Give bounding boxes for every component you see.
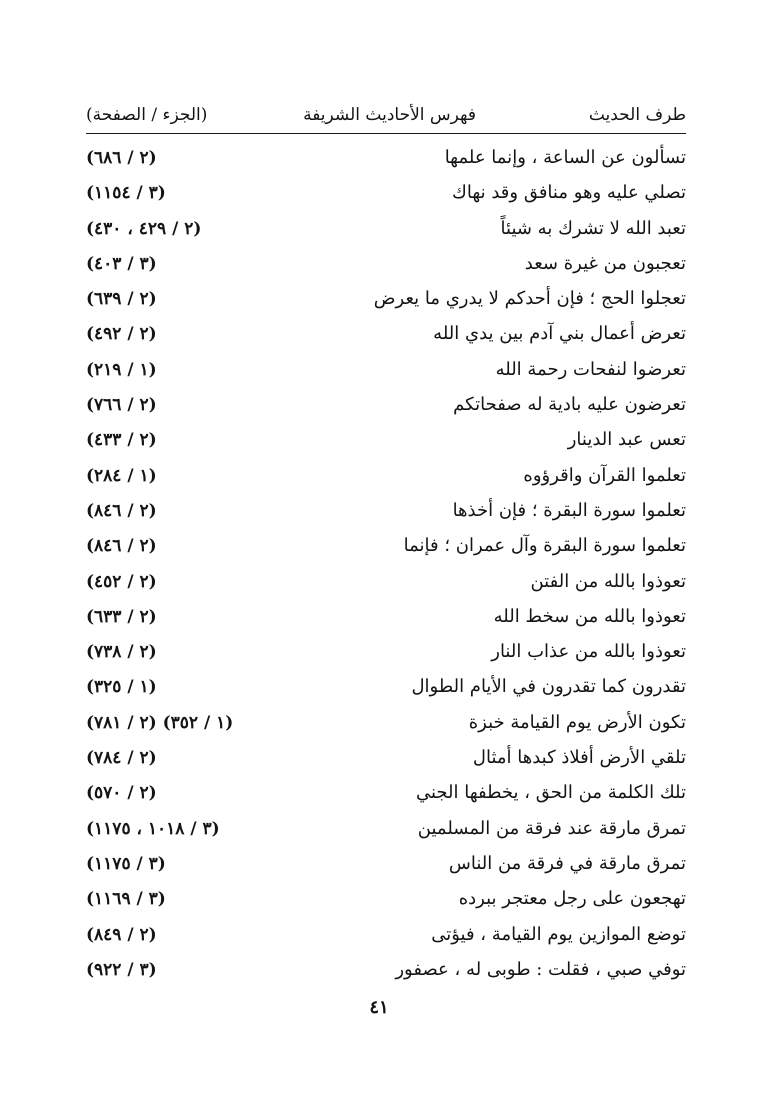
index-row bbox=[86, 953, 686, 988]
volume-page-ref: (٢ / ٨٤٦) bbox=[86, 500, 157, 521]
hadith-text: تعلموا سورة البقرة وآل عمران ؛ فإنما bbox=[403, 535, 686, 557]
volume-page-ref: (٢ / ٦٣٩) bbox=[86, 289, 157, 310]
volume-page-ref: (٢ / ٧٨٤) bbox=[86, 748, 157, 769]
header-hadith-label: طرف الحديث bbox=[588, 105, 686, 125]
header-divider bbox=[86, 133, 686, 134]
page-number: ٤١ bbox=[369, 997, 389, 1018]
hadith-text: تمرق مارقة في فرقة من الناس bbox=[448, 852, 686, 874]
hadith-text: تعوذوا بالله من عذاب النار bbox=[491, 641, 686, 663]
volume-page-ref: (١ / ٢٨٤) bbox=[86, 465, 157, 486]
index-row bbox=[86, 247, 686, 282]
hadith-text: تلك الكلمة من الحق ، يخطفها الجني bbox=[416, 782, 686, 804]
volume-page-ref: (٢ / ٤٣٣) bbox=[86, 430, 157, 451]
index-row bbox=[86, 529, 686, 564]
volume-page-ref: (٣ / ١٠١٨ ، ١١٧٥) bbox=[86, 818, 220, 839]
volume-page-ref: (٢ / ٧٦٦) bbox=[86, 395, 157, 416]
volume-page-ref: (١ / ٢١٩) bbox=[86, 359, 157, 380]
hadith-text: تقدرون كما تقدرون في الأيام الطوال bbox=[411, 676, 686, 698]
index-row bbox=[86, 353, 686, 388]
hadith-text: تعجبون من غيرة سعد bbox=[524, 252, 686, 274]
index-row bbox=[86, 459, 686, 494]
hadith-text: تعوذوا بالله من الفتن bbox=[530, 570, 686, 592]
index-row bbox=[86, 812, 686, 847]
index-row bbox=[86, 141, 686, 176]
hadith-text: تعلموا القرآن واقرؤوه bbox=[523, 464, 686, 486]
volume-page-ref: (١ / ٣٢٥) bbox=[86, 677, 157, 698]
volume-page-ref: (٢ / ٤٢٩ ، ٤٣٠) bbox=[86, 218, 202, 239]
header-volume-page-label: (الجزء / الصفحة) bbox=[86, 105, 208, 125]
volume-page-ref: (٣ / ١١٧٥) bbox=[86, 853, 166, 874]
index-row bbox=[86, 741, 686, 776]
hadith-text: تعرضون عليه بادية له صفحاتكم bbox=[453, 394, 686, 416]
hadith-text: تعرضوا لنفحات رحمة الله bbox=[495, 358, 686, 380]
hadith-text: توفي صبي ، فقلت : طوبى له ، عصفور bbox=[395, 958, 686, 980]
volume-page-ref: (٢ / ٦٨٦) bbox=[86, 148, 157, 168]
volume-page-ref: (٢ / ٨٤٦) bbox=[86, 536, 157, 557]
index-row bbox=[86, 600, 686, 635]
volume-page-ref: (٢ / ٤٥٢) bbox=[86, 571, 157, 592]
volume-page-ref: (٢ / ٤٩٢) bbox=[86, 324, 157, 345]
hadith-text: تعبد الله لا تشرك به شيئاً bbox=[500, 217, 686, 239]
hadith-text: تعرض أعمال بني آدم بين يدي الله bbox=[433, 323, 686, 345]
volume-page-ref: (٣ / ٤٠٣) bbox=[86, 253, 157, 274]
hadith-text: تعوذوا بالله من سخط الله bbox=[493, 605, 686, 627]
hadith-text: تعجلوا الحج ؛ فإن أحدكم لا يدري ما يعرض bbox=[373, 288, 686, 310]
hadith-text: تصلي عليه وهو منافق وقد نهاك bbox=[452, 182, 686, 204]
hadith-text: تلقي الأرض أفلاذ كبدها أمثال bbox=[472, 747, 686, 769]
volume-page-ref: (١ / ٣٥٢) (٢ / ٧٨١) bbox=[86, 712, 234, 733]
header-index-title: فهرس الأحاديث الشريفة bbox=[303, 105, 476, 125]
index-row bbox=[86, 494, 686, 529]
index-row bbox=[86, 635, 686, 670]
volume-page-ref: (٢ / ٨٤٩) bbox=[86, 924, 157, 945]
hadith-text: تعس عبد الدينار bbox=[567, 429, 686, 451]
volume-page-ref: (٣ / ١١٥٤) bbox=[86, 183, 166, 204]
hadith-index-list bbox=[86, 141, 686, 988]
volume-page-ref: (٢ / ٧٣٨) bbox=[86, 642, 157, 663]
index-row bbox=[86, 706, 686, 741]
index-row bbox=[86, 282, 686, 317]
hadith-text: تمرق مارقة عند فرقة من المسلمين bbox=[417, 817, 686, 839]
index-row bbox=[86, 882, 686, 917]
hadith-text: تعلموا سورة البقرة ؛ فإن أخذها bbox=[452, 499, 686, 521]
volume-page-ref: (٣ / ٩٢٢) bbox=[86, 959, 157, 980]
index-row bbox=[86, 212, 686, 247]
volume-page-ref: (٣ / ١١٦٩) bbox=[86, 889, 166, 910]
volume-page-ref: (٢ / ٦٣٣) bbox=[86, 606, 157, 627]
index-row bbox=[86, 176, 686, 211]
hadith-text: تسألون عن الساعة ، وإنما علمها bbox=[444, 147, 686, 168]
hadith-text: تكون الأرض يوم القيامة خبزة bbox=[468, 711, 686, 733]
volume-page-ref: (٢ / ٥٧٠) bbox=[86, 783, 157, 804]
index-row bbox=[86, 670, 686, 705]
index-row bbox=[86, 317, 686, 352]
hadith-text: تهجعون على رجل معتجر ببرده bbox=[458, 888, 686, 910]
index-row bbox=[86, 776, 686, 811]
page-header bbox=[86, 96, 686, 132]
hadith-text: توضع الموازين يوم القيامة ، فيؤتى bbox=[431, 923, 686, 945]
index-row bbox=[86, 423, 686, 458]
index-row bbox=[86, 388, 686, 423]
index-row bbox=[86, 847, 686, 882]
index-row bbox=[86, 918, 686, 953]
index-row bbox=[86, 565, 686, 600]
